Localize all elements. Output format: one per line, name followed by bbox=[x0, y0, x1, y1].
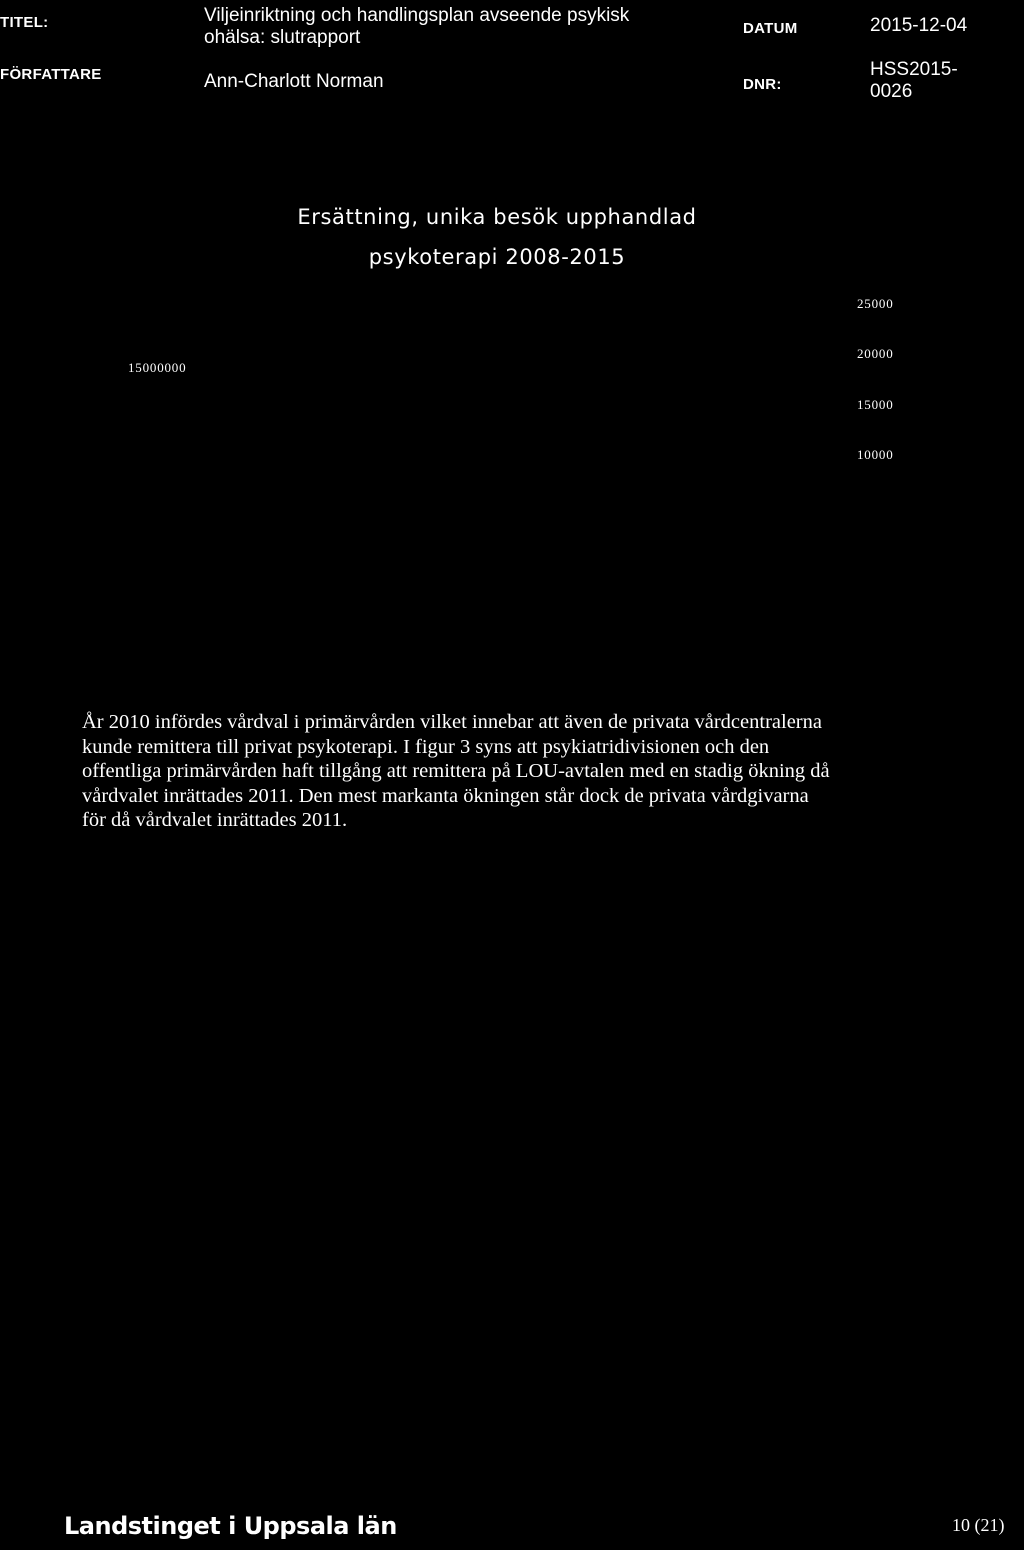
footer-organization: Landstinget i Uppsala län bbox=[64, 1512, 397, 1540]
chart bbox=[0, 190, 1024, 670]
title-label: TITEL: bbox=[0, 14, 49, 31]
left-axis-tick-label: 15000000 bbox=[128, 360, 187, 375]
body-line: År 2010 infördes vårdval i primärvården vilket innebar att även de privata vårdcentralerna bbox=[82, 711, 822, 733]
chart-title-line-1: Ersättning, unika besök upphandlad bbox=[297, 205, 697, 229]
chart-title bbox=[217, 197, 777, 277]
right-axis-tick-label: 10000 bbox=[857, 447, 894, 462]
document-title bbox=[204, 5, 629, 49]
author-value: Ann-Charlott Norman bbox=[204, 71, 384, 92]
dnr-value-line-2: 0026 bbox=[870, 81, 913, 102]
body-line: kunde remittera till privat psykoterapi. I figur 3 syns att psykiatridivisionen och den bbox=[82, 735, 770, 758]
body-line: vårdvalet inrättades 2011. Den mest markanta ökningen står dock de privata vårdgivarna bbox=[82, 784, 809, 807]
right-axis-tick-label: 25000 bbox=[857, 296, 894, 311]
dnr-label: DNR: bbox=[743, 76, 782, 93]
chart-title-line-2: psykoterapi 2008-2015 bbox=[368, 245, 626, 269]
right-axis-tick-label: 15000 bbox=[857, 397, 894, 412]
dnr-value-line-1: HSS2015- bbox=[870, 59, 958, 80]
body-line: för då vårdvalet inrättades 2011. bbox=[82, 809, 348, 831]
date-label: DATUM bbox=[743, 20, 798, 37]
author-label: FÖRFATTARE bbox=[0, 66, 102, 83]
page-number: 10 (21) bbox=[952, 1515, 1005, 1535]
date-value: 2015-12-04 bbox=[870, 15, 968, 36]
dnr-value bbox=[870, 59, 958, 103]
body-paragraph bbox=[82, 710, 1002, 833]
body-line: offentliga primärvården haft tillgång att remittera på LOU-avtalen med en stadig ökning då bbox=[82, 760, 830, 782]
document-title-line-1: Viljeinriktning och handlingsplan avseende psykisk bbox=[204, 5, 630, 26]
right-axis-tick-label: 20000 bbox=[857, 346, 894, 361]
document-title-line-2: ohälsa: slutrapport bbox=[204, 27, 361, 48]
